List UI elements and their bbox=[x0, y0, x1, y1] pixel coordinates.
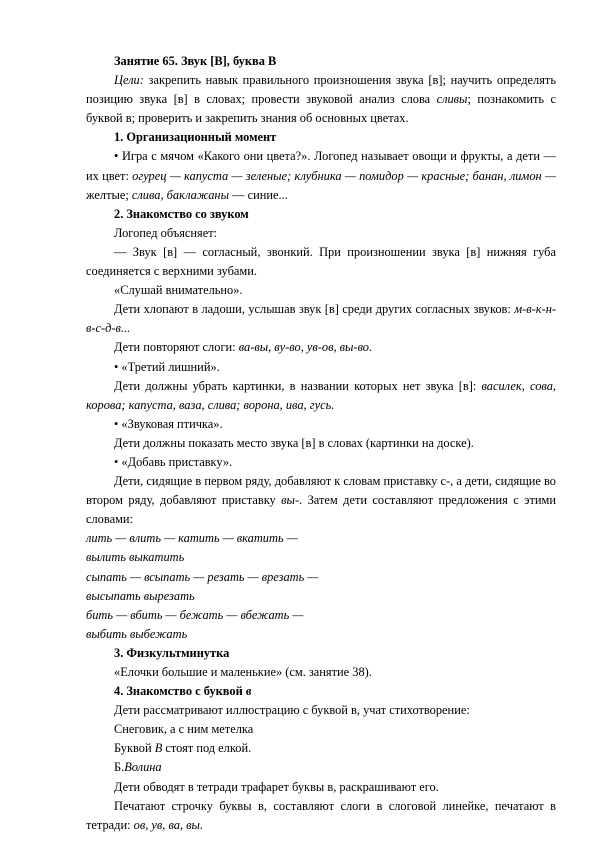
s4-line-1: Дети рассматривают иллюстрацию с буквой в, учат стихотворение: bbox=[114, 703, 470, 718]
word-list-item: вылить выкатить bbox=[86, 550, 185, 565]
s4-line-6-syllables: ов, ув, ва, вы. bbox=[133, 817, 204, 832]
s2-game-4: • «Добавь приставку». bbox=[114, 454, 233, 469]
poem-author-initial: Б. bbox=[114, 760, 125, 775]
goals-paragraph bbox=[86, 71, 556, 128]
s1-text-a: • Игра с мячом «Какого они цвета?». Логопед называет овощи и фрукты, а дети — их цвет: bbox=[86, 149, 556, 183]
s2-line-6: Дети должны показать место звука [в] в словах (картинки на доске). bbox=[114, 435, 474, 450]
s2-game-1: «Слушай внимательно». bbox=[114, 283, 243, 298]
goals-text2: ; познакомить с буквой в; проверить и закрепить знания об основных цветах. bbox=[86, 92, 556, 126]
s1-text-c: желтые bbox=[86, 187, 126, 202]
goals-label: Цели: bbox=[114, 73, 144, 88]
s4-heading-text: 4. Знакомство с буквой bbox=[114, 684, 246, 699]
poem-line-1: Снеговик, а с ним метелка bbox=[114, 722, 254, 737]
s4-heading-letter: в bbox=[245, 684, 252, 699]
poem-author-name: Волина bbox=[124, 760, 162, 775]
s2-game-2: • «Третий лишний». bbox=[114, 359, 220, 374]
word-list-item: выбить выбежать bbox=[86, 626, 188, 641]
s2-line-5 bbox=[86, 377, 556, 415]
s2-line-7-prefix: вы- bbox=[281, 493, 300, 508]
poem-line-2-c: стоят под елкой. bbox=[162, 741, 252, 756]
s2-line-3-sounds: м-в-к-н-в-с-д-в... bbox=[86, 302, 556, 336]
word-list-item: бить — вбить — бежать — вбежать — bbox=[86, 607, 304, 622]
s1-text-b: огурец — капуста — зеленые; клубника — помидор — красные; банан, лимон — bbox=[132, 168, 556, 183]
word-list-item: высыпать вырезать bbox=[86, 588, 195, 603]
page-title: Занятие 65. Звук [В], буква В bbox=[114, 54, 277, 68]
s2-line-7 bbox=[86, 472, 556, 529]
goals-text: закрепить навык правильного произношения звука [в]; научить определять позицию звука [в] в словах; провести звуковой анализ слова bbox=[86, 73, 556, 107]
s2-line-5-words: василек, сова, корова; капуста, ваза, слива; ворона, ива, гусь. bbox=[86, 378, 556, 412]
s4-line-6 bbox=[86, 797, 556, 835]
s2-line-3 bbox=[86, 300, 556, 338]
s2-line-3-text: Дети хлопают в ладоши, услышав звук [в] среди других согласных звуков: bbox=[114, 302, 515, 317]
poem-author bbox=[86, 758, 556, 777]
word-list-item: лить — влить — катить — вкатить — bbox=[86, 531, 298, 546]
s1-text-d: ; bbox=[125, 187, 132, 202]
s2-line-4-syllables: ва-вы, ву-во, ув-ов, вы-во. bbox=[238, 340, 373, 355]
s2-line-7-text-a: Дети, сидящие в первом ряду, добавляют к словам приставку с-, а дети, сидящие во втором ряду, добавляют приставку bbox=[86, 474, 556, 508]
s2-line-4-text: Дети повторяют слоги: bbox=[114, 340, 239, 355]
s2-line-5-text: Дети должны убрать картинки, в названии которых нет звука [в]: bbox=[114, 378, 482, 393]
section-1-heading: 1. Организационный момент bbox=[114, 130, 277, 145]
s3-line-1: «Елочки большие и маленькие» (см. занятие 38). bbox=[114, 665, 372, 679]
s2-game-3: • «Звуковая птичка». bbox=[114, 416, 223, 431]
s4-line-6-text: Печатают строчку буквы в, составляют слоги в слоговой линейке, печатают в тетради: bbox=[86, 798, 556, 832]
section-3-heading: 3. Физкультминутка bbox=[114, 645, 230, 660]
s2-line-7-text-c: . Затем дети составляют предложения с этими словами: bbox=[86, 493, 556, 527]
section-1-game bbox=[86, 147, 556, 204]
s1-text-e: слива, баклажаны bbox=[131, 187, 229, 202]
poem-line-2-a: Буквой bbox=[114, 741, 155, 756]
section-2-heading: 2. Знакомство со звуком bbox=[114, 206, 249, 221]
s1-text-f: — синие... bbox=[228, 187, 288, 202]
poem-line-2 bbox=[86, 739, 556, 758]
goals-word: сливы bbox=[436, 92, 468, 107]
s2-line-2: — Звук [в] — согласный, звонкий. При произношении звука [в] нижняя губа соединяется с верхними зубами. bbox=[86, 244, 556, 279]
s2-line-4 bbox=[86, 338, 556, 357]
section-4-heading bbox=[86, 682, 556, 701]
s4-line-5: Дети обводят в тетради трафарет буквы в, раскрашивают его. bbox=[114, 779, 439, 794]
s2-line-1: Логопед объясняет: bbox=[114, 225, 218, 240]
document-page bbox=[86, 52, 556, 835]
word-list-item: сыпать — всыпать — резать — врезать — bbox=[86, 569, 319, 584]
poem-line-2-letter: В bbox=[154, 741, 163, 756]
